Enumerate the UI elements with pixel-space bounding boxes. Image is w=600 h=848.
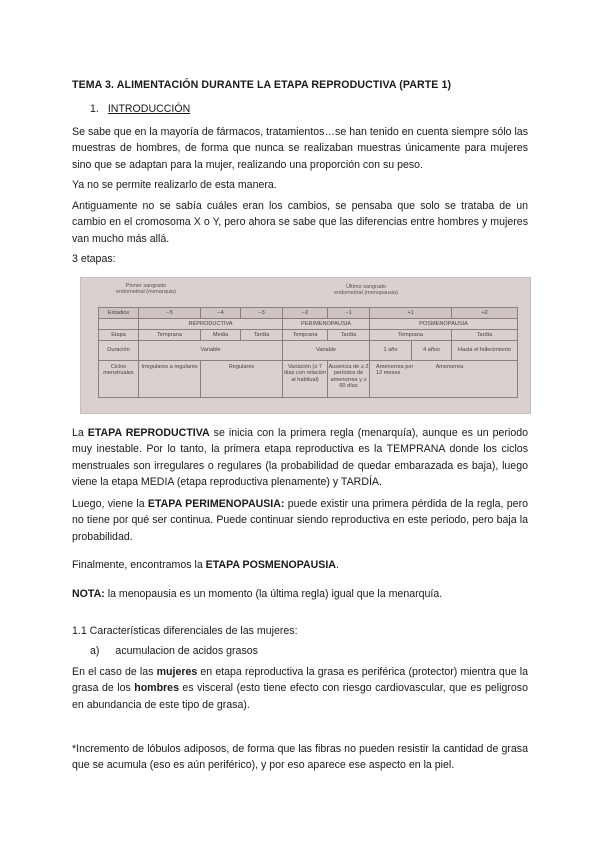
section-label: INTRODUCCIÓN	[107, 103, 191, 115]
section-heading-caracteristicas: 1.1 Características diferenciales de las mujeres:	[72, 625, 298, 637]
list-marker: a)	[90, 645, 100, 657]
menopause-label: Último sangrado endometrial (menopausia)	[334, 284, 398, 296]
paragraph-nota: NOTA: la menopausia es un momento (la última regla) igual que la menarquía.	[72, 588, 443, 600]
menarche-label: Primer sangrado endometrial (menarquia)	[116, 283, 176, 295]
row-duracion: Duración Variable Variable 1 año 4 años Hasta el fallecimiento	[99, 341, 518, 361]
row-estadios: Estadios −5 −4 −3 −2 −1 +1 +2	[99, 308, 518, 319]
paragraph-etapa-perimenopausia: Luego, viene la ETAPA PERIMENOPAUSIA: puede existir una primera pérdida de la regla, pero no tiene por qué ser continua. Puede continuar siendo reproductiva en este periodo, pero baja la probabilidad.	[72, 498, 528, 543]
row-groups: REPRODUCTIVA PERIMENOPAUSIA POSMENOPAUSIA	[99, 319, 518, 330]
paragraph-intro: Se sabe que en la mayoría de fármacos, tratamientos…se han tenido en cuenta siempre sólo las muestras de hombres, de forma que nunca se realizaban muestras únicamente para mujeres sino que se adaptan para la mujer, realizando una proporción con su peso.	[72, 126, 528, 171]
list-item-a	[90, 643, 258, 659]
paragraph-chromosome: Antiguamente no se sabía cuáles eran los cambios, se pensaba que solo se trataba de un cambio en el cromosoma X o Y, pero ahora se sabe que las diferencias entre hombres y mujeres van mucho más allá.	[72, 200, 528, 245]
document-title: TEMA 3. ALIMENTACIÓN DURANTE LA ETAPA REPRODUCTIVA (PARTE 1)	[72, 79, 452, 91]
row-ciclos: Ciclos menstruales Irregulares a regulares Regulares Variación (≥ 7 días con relación al habitual) Ausencia de ≥ 2 períodos de amenorrea y ≥ 60 días Amenorrea por 12 meses Amenorrea	[99, 361, 518, 398]
paragraph-three-stages: 3 etapas:	[72, 253, 116, 265]
list-item-label: acumulacion de acidos grasos	[115, 645, 258, 657]
section-heading-introduccion	[90, 103, 190, 115]
paragraph-etapa-posmenopausia: Finalmente, encontramos la ETAPA POSMENOPAUSIA.	[72, 559, 339, 571]
paragraph-prohibition: Ya no se permite realizarlo de esta manera.	[72, 179, 277, 191]
paragraph-lobulos: *Incremento de lóbulos adiposos, de forma que las fibras no pueden resistir la cantidad de grasa que se acumula (eso es aún periférico), y por eso aparece ese aspecto en la piel.	[72, 743, 528, 772]
stages-table-image	[80, 277, 531, 414]
row-etapa: Etapa Temprana Media Tardía Temprana Tardía Temprana Tardía	[99, 330, 518, 341]
paragraph-grasa: En el caso de las mujeres en etapa reproductiva la grasa es periférica (protector) mientra que la grasa de los hombres es visceral (esto tiene efecto con riesgo cardiovascular, que es peligroso en abundancia de este tipo de grasa).	[72, 666, 528, 711]
stages-table	[98, 307, 518, 398]
section-number: 1.	[90, 103, 99, 115]
paragraph-etapa-reproductiva: La ETAPA REPRODUCTIVA se inicia con la primera regla (menarquía), aunque es un periodo muy inestable. Por lo tanto, la primera etapa reproductiva es la TEMPRANA donde los ciclos menstruales son irregulares o regulares (la probabilidad de quedar embarazada es baja), luego viene la etapa MEDIA (etapa reproductiva plenamente) y TARDÍA.	[72, 427, 528, 488]
